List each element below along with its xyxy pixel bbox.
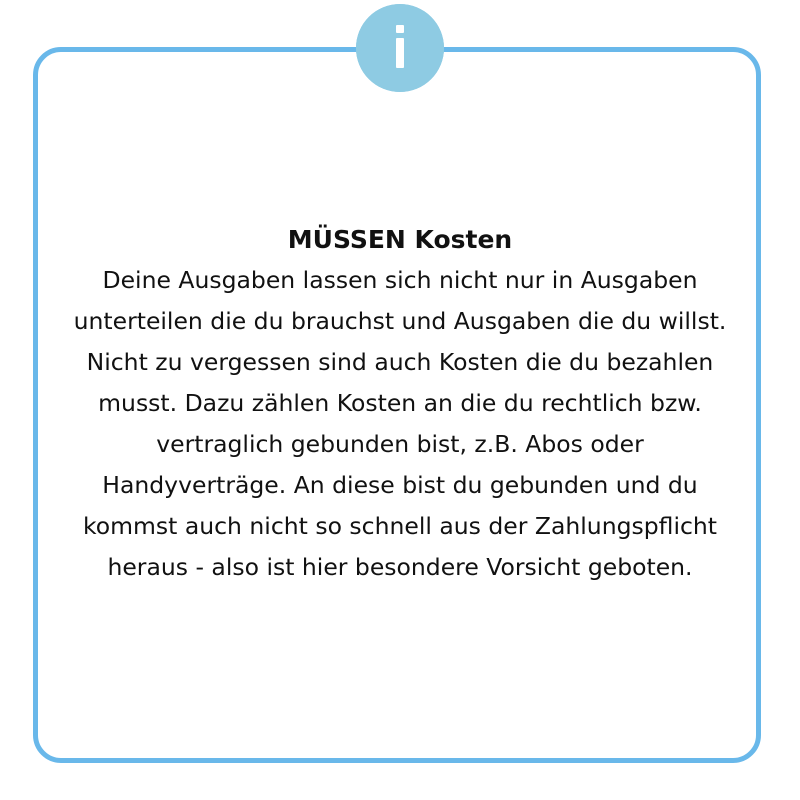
- info-body-line-5: vertraglich gebunden bist, z.B. Abos oder: [156, 430, 644, 458]
- info-icon: [356, 4, 444, 92]
- info-body-line-7: kommst auch nicht so schnell aus der Zahlungspflicht: [82, 512, 718, 540]
- info-badge: [356, 4, 444, 92]
- info-body-line-3: Nicht zu vergessen sind auch Kosten die du bezahlen: [86, 348, 714, 376]
- info-body-line-1: Deine Ausgaben lassen sich nicht nur in Ausgaben: [102, 266, 698, 294]
- info-body-line-6: Handyverträge. An diese bist du gebunden und du: [102, 471, 698, 499]
- info-content: [40, 220, 760, 588]
- info-title: MÜSSEN Kosten: [287, 225, 513, 254]
- info-body-line-4: musst. Dazu zählen Kosten an die du rechtlich bzw.: [98, 389, 702, 417]
- info-body-line-2: unterteilen die du brauchst und Ausgaben die du willst.: [73, 307, 727, 335]
- info-body-line-8: heraus - also ist hier besondere Vorsicht geboten.: [107, 553, 693, 581]
